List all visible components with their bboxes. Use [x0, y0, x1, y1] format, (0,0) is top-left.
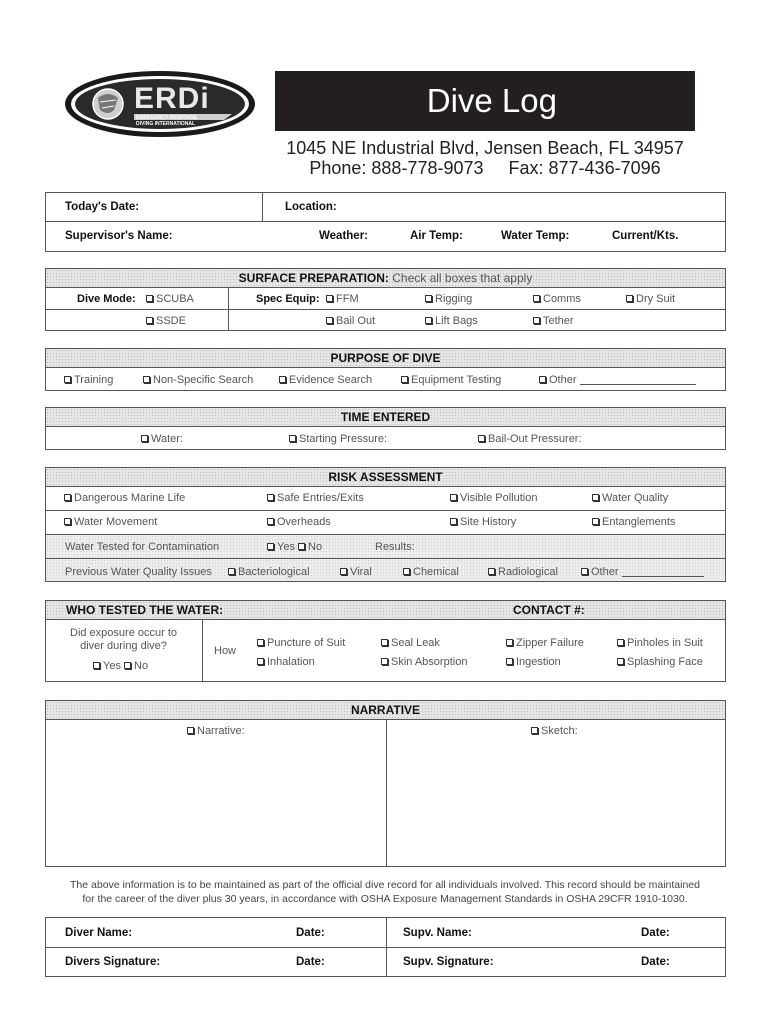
- non-specific-search-checkbox[interactable]: Non-Specific Search: [143, 374, 253, 386]
- safe-entries-exits-checkbox[interactable]: Safe Entries/Exits: [267, 492, 364, 504]
- training-checkbox[interactable]: Training: [64, 374, 113, 386]
- purpose-of-dive-header: [45, 348, 726, 368]
- radiological-checkbox[interactable]: Radiological: [488, 566, 558, 578]
- narrative-checkbox[interactable]: Narrative:: [187, 725, 245, 737]
- logo-tagline-1: EMERGENCY RESPONSE: [136, 115, 198, 121]
- narrative-title: NARRATIVE: [350, 703, 421, 717]
- previous-issues-label: Previous Water Quality Issues: [65, 566, 212, 578]
- starting-pressure-checkbox[interactable]: Starting Pressure:: [289, 433, 387, 445]
- skin-absorption-checkbox[interactable]: Skin Absorption: [381, 656, 467, 668]
- diver-name-label: Diver Name:: [65, 927, 133, 939]
- spec-equip-label: Spec Equip:: [256, 293, 320, 305]
- retention-note-line1: The above information is to be maintained as part of the official dive record for all individuals involved. This record should be maintained: [70, 879, 700, 891]
- narrative-header: [45, 700, 726, 720]
- water-tested-label: Water Tested for Contamination: [65, 541, 220, 553]
- other-purpose-checkbox[interactable]: Other: [539, 374, 696, 386]
- how-label: How: [214, 645, 237, 657]
- rigging-checkbox[interactable]: Rigging: [425, 293, 472, 305]
- viral-checkbox[interactable]: Viral: [340, 566, 372, 578]
- ssde-checkbox[interactable]: SSDE: [146, 315, 186, 327]
- contact-label: CONTACT #:: [513, 603, 585, 617]
- time-entered-header: [45, 407, 726, 427]
- supv-date-label: Date:: [641, 927, 670, 939]
- bail-out-pressure-checkbox[interactable]: Bail-Out Pressurer:: [478, 433, 582, 445]
- site-history-checkbox[interactable]: Site History: [450, 516, 516, 528]
- sketch-input-area[interactable]: [388, 742, 724, 865]
- overheads-checkbox[interactable]: Overheads: [267, 516, 331, 528]
- diver-date-label: Date:: [296, 927, 325, 939]
- puncture-checkbox[interactable]: Puncture of Suit: [257, 637, 345, 649]
- comms-checkbox[interactable]: Comms: [533, 293, 581, 305]
- tested-yes-checkbox[interactable]: Yes: [267, 541, 295, 553]
- risk-assessment-header: [45, 467, 726, 487]
- other-risk-line[interactable]: [622, 576, 704, 577]
- tether-checkbox[interactable]: Tether: [533, 315, 574, 327]
- exposure-no-checkbox[interactable]: No: [124, 660, 148, 672]
- results-label: Results:: [375, 541, 415, 553]
- bacteriological-checkbox[interactable]: Bacteriological: [228, 566, 310, 578]
- bail-out-checkbox[interactable]: Bail Out: [326, 315, 375, 327]
- dry-suit-checkbox[interactable]: Dry Suit: [626, 293, 675, 305]
- erdi-logo: [64, 70, 256, 138]
- narrative-input-area[interactable]: [47, 742, 384, 865]
- logo-wordmark: ERDi: [134, 82, 210, 115]
- pinholes-checkbox[interactable]: Pinholes in Suit: [617, 637, 703, 649]
- exposure-question-line1: Did exposure occur to: [70, 627, 177, 639]
- supv-name-label: Supv. Name:: [403, 927, 472, 939]
- lift-bags-checkbox[interactable]: Lift Bags: [425, 315, 478, 327]
- air-temp-label: Air Temp:: [410, 230, 463, 242]
- water-quality-checkbox[interactable]: Water Quality: [592, 492, 668, 504]
- purpose-of-dive-title: PURPOSE OF DIVE: [330, 351, 441, 365]
- current-kts-label: Current/Kts.: [612, 230, 679, 242]
- supv-signature-label: Supv. Signature:: [403, 956, 494, 968]
- surface-preparation-title: SURFACE PREPARATION:: [238, 271, 389, 285]
- todays-date-label: Today's Date:: [65, 201, 140, 213]
- other-risk-checkbox[interactable]: Other: [581, 566, 704, 578]
- ingestion-checkbox[interactable]: Ingestion: [506, 656, 561, 668]
- address: 1045 NE Industrial Blvd, Jensen Beach, FL 34957: [286, 138, 684, 158]
- splashing-face-checkbox[interactable]: Splashing Face: [617, 656, 703, 668]
- phone-fax: Phone: 888-778-9073 Fax: 877-436-7096: [309, 158, 661, 178]
- divers-signature-label: Divers Signature:: [65, 956, 161, 968]
- chemical-checkbox[interactable]: Chemical: [403, 566, 459, 578]
- diver-signature-date-label: Date:: [296, 956, 325, 968]
- dangerous-marine-life-checkbox[interactable]: Dangerous Marine Life: [64, 492, 185, 504]
- weather-label: Weather:: [319, 230, 368, 242]
- retention-note-line2: for the career of the diver plus 30 years, in accordance with OSHA Exposure Management Standards in OSHA 29CFR 1910-1030.: [82, 893, 688, 905]
- exposure-yes-checkbox[interactable]: Yes: [93, 660, 121, 672]
- scuba-checkbox[interactable]: SCUBA: [146, 293, 194, 305]
- title-banner: [275, 71, 695, 131]
- dive-mode-label: Dive Mode:: [77, 293, 136, 305]
- exposure-question-line2: diver during dive?: [80, 640, 167, 652]
- other-purpose-line[interactable]: [580, 384, 696, 385]
- seal-leak-checkbox[interactable]: Seal Leak: [381, 637, 440, 649]
- who-tested-header: [45, 600, 726, 620]
- tested-no-checkbox[interactable]: No: [298, 541, 322, 553]
- zipper-failure-checkbox[interactable]: Zipper Failure: [506, 637, 584, 649]
- water-movement-checkbox[interactable]: Water Movement: [64, 516, 157, 528]
- supv-signature-date-label: Date:: [641, 956, 670, 968]
- evidence-search-checkbox[interactable]: Evidence Search: [279, 374, 372, 386]
- sketch-checkbox[interactable]: Sketch:: [531, 725, 578, 737]
- entanglements-checkbox[interactable]: Entanglements: [592, 516, 675, 528]
- inhalation-checkbox[interactable]: Inhalation: [257, 656, 315, 668]
- supervisor-name-label: Supervisor's Name:: [65, 230, 173, 242]
- water-temp-label: Water Temp:: [501, 230, 570, 242]
- location-label: Location:: [285, 201, 337, 213]
- equipment-testing-checkbox[interactable]: Equipment Testing: [401, 374, 501, 386]
- visible-pollution-checkbox[interactable]: Visible Pollution: [450, 492, 537, 504]
- risk-assessment-title: RISK ASSESSMENT: [328, 470, 443, 484]
- logo-tagline-2: DIVING INTERNATIONAL: [136, 121, 196, 127]
- dive-info-box: [45, 192, 726, 252]
- who-tested-label: WHO TESTED THE WATER:: [66, 603, 224, 617]
- surface-preparation-subtitle: Check all boxes that apply: [388, 271, 533, 285]
- water-time-checkbox[interactable]: Water:: [141, 433, 183, 445]
- page-title: Dive Log: [426, 82, 557, 119]
- time-entered-title: TIME ENTERED: [340, 410, 431, 424]
- surface-preparation-header: [45, 268, 726, 288]
- ffm-checkbox[interactable]: FFM: [326, 293, 359, 305]
